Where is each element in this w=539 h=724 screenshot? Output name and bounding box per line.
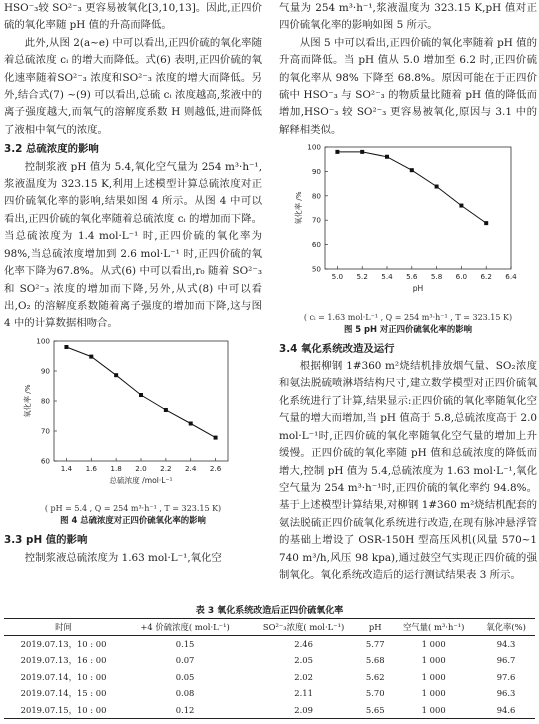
table-cell: 2.11 <box>294 688 313 699</box>
fig5-data-point <box>435 185 439 189</box>
table-header-ph: pH <box>360 619 390 636</box>
table-row <box>4 636 535 653</box>
table-row <box>4 652 535 668</box>
fig5-plot-frame <box>325 147 511 269</box>
fig4-x-tick-label: 1.6 <box>85 463 98 473</box>
fig5-y-axis-label: 氧化率 /% <box>294 191 303 225</box>
figure-4-caption: 图 4 总硫浓度对正四价硫氧化率的影响 <box>60 515 206 526</box>
fig5-data-point <box>484 221 488 225</box>
fig4-x-tick-label: 2.0 <box>135 463 147 473</box>
fig5-y-tick-label: 50 <box>311 264 321 274</box>
fig4-y-tick-label: 70 <box>40 426 50 436</box>
figure-5 <box>279 139 537 334</box>
table-row <box>4 685 535 701</box>
fig5-y-tick-label: 90 <box>311 167 321 177</box>
table-header-so3-conc: SO²⁻₃浓度( mol·L⁻¹) <box>247 619 360 636</box>
table-cell: 5.65 <box>360 702 390 719</box>
fig4-x-tick-label: 1.8 <box>110 463 122 473</box>
table-cell: 97.6 <box>496 671 516 682</box>
fig4-data-point <box>189 421 193 425</box>
fig5-x-tick-label: 6.0 <box>455 272 468 282</box>
table-cell: 0.12 <box>123 702 247 719</box>
fig4-x-axis-label: 总硫浓度 /mol·L⁻¹ <box>109 475 173 485</box>
table-cell: 5.77 <box>365 639 385 649</box>
paragraph-ph-analysis: 从图 5 中可以看出,正四价硫的氧化率随着 pH 值的升高而降低。当 pH 值从 5.0 增加至 6.2 时,正四价硫的氧化率从 98% 下降至 68.8%。原因可能在于正四价硫中 HSO⁻₃ 与 SO²⁻₃ 的物质量比随着 pH 值的降低而增加,HSO⁻₃ 较 SO²⁻₃ 更容易被氧化,原因与 3.1 中的解释相类似。 <box>279 36 537 136</box>
fig4-data-point <box>64 345 68 349</box>
paragraph-ph-conclusion: HSO⁻₃较 SO²⁻₃ 更容易被氧化[3,10,13]。因此,正四价硫的氧化率随 pH 值的升高而降低。 <box>4 2 262 32</box>
table-header-air: 空气量( m³·h⁻¹) <box>390 619 477 636</box>
table-cell: 0.15 <box>175 639 195 649</box>
left-column <box>4 0 262 567</box>
table-row <box>4 669 535 685</box>
figure-5-conditions: ( cᵢ = 1.63 mol·L⁻¹ , Q = 254 m³·h⁻¹ , T = 323.15 K) <box>303 312 513 322</box>
fig5-data-point <box>335 150 339 154</box>
table-3-title: 表 3 氧化系统改造后正四价硫氧化率 <box>195 606 344 616</box>
paragraph-section-3-4: 根据柳钢 1#360 m²烧结机排放烟气量、SO₂浓度和氨法脱硫喷淋塔结构尺寸,建立数学模型对正四价硫氧化系统进行了计算,结果显示:正四价硫的氧化率随氧化空气量的增大而增加,当 pH 值高于 5.8,总硫浓度高于 2.0 mol·L⁻¹时,正四价硫的氧化率随氧化空气量的增加上升缓慢。正四价硫的氧化率随 pH 值和总硫浓度的降低而增大,控制 pH 值为 5.4,总硫浓度为 1.63 mol·L⁻¹,氧化空气量为 254 m³·h⁻¹时,正四价硫的氧化率约 94.8%。基于上述模型计算结果,对柳钢 1#360 m²烧结机配套的氨法脱硫正四价硫氧化系统进行改造,在现有脉冲悬浮管的基础上增设了 OSR-150H 型高压风机(风量 570~1 740 m³/h,风压 98 kpa),通过鼓空气实现正四价硫的强制氧化。氧化系统改造后的运行测试结果表 3 所示。 <box>279 360 537 581</box>
table-cell: 5.62 <box>365 671 385 682</box>
right-column <box>279 0 537 584</box>
table-cell: 1 000 <box>421 671 446 682</box>
paragraph-section-3-2: 控制浆液 pH 值为 5.4,氧化空气量为 254 m³·h⁻¹,浆液温度为 323.15 K,利用上述模型计算总硫浓度对正四价硫氧化率的影响,结果如图 4 所示。从图 4 中可以看出,正四价硫的氧化率随着总硫浓度 cᵢ 的增加而下降。当总硫浓度为 1.4 mol·L⁻¹ 时,正四价硫的氧化率为98%,当总硫浓度增加到 2.6 mol·L⁻¹ 时,正四价硫的氧化率下降为67.8%。从式(6) 中可以看出,r₀ 随着 SO²⁻₃ 和 SO²⁻₃ 浓度的增加而下降,另外,从式(8) 中可以看出,O₂ 的溶解度系数随着离子强度的增加而下降,这与图 4 中的计算数据相吻合。 <box>4 160 262 330</box>
fig4-series-line <box>66 347 215 438</box>
table-3-grid <box>4 618 535 719</box>
figure-5-caption: 图 5 pH 对正四价硫氧化率的影响 <box>343 323 473 334</box>
figure-4 <box>4 333 262 526</box>
table-cell: 2.05 <box>294 655 313 666</box>
table-cell: 5.70 <box>365 688 385 699</box>
section-heading-3-3: 3.3 pH 值的影响 <box>4 534 88 547</box>
table-row <box>4 702 535 719</box>
fig4-y-axis-label: 氧化率 /% <box>23 384 32 418</box>
fig5-x-tick-label: 5.2 <box>356 272 368 282</box>
table-cell: 96.7 <box>496 655 516 666</box>
fig5-y-tick-label: 70 <box>311 215 321 225</box>
figure-4-chart <box>4 333 262 497</box>
table-cell: 2.46 <box>294 639 313 649</box>
fig5-x-tick-label: 5.6 <box>406 272 418 282</box>
table-cell: 96.3 <box>496 688 516 699</box>
fig5-data-point <box>459 204 463 208</box>
fig4-x-tick-label: 2.6 <box>209 463 222 473</box>
fig4-y-tick-label: 80 <box>40 396 50 406</box>
section-heading-3-2: 3.2 总硫浓度的影响 <box>4 143 99 156</box>
fig4-y-tick-label: 90 <box>40 366 50 376</box>
fig4-data-point <box>214 435 218 439</box>
table-cell: 0.07 <box>175 655 195 666</box>
fig5-data-point <box>410 168 414 172</box>
table-cell: 2019.07.14，15 : 00 <box>20 688 107 699</box>
fig4-x-tick-label: 2.2 <box>160 463 172 473</box>
paragraph-section-3-3-cont: 气量为 254 m³·h⁻¹,浆液温度为 323.15 K,pH 值对正四价硫氧化率的影响如图 5 所示。 <box>279 2 537 32</box>
table-cell: 2019.07.15，10 : 00 <box>4 702 123 719</box>
table-cell: 2019.07.13，16 : 00 <box>20 655 107 666</box>
fig5-x-tick-label: 5.8 <box>430 272 443 282</box>
figure-4-conditions: ( pH = 5.4 , Q = 254 m³·h⁻¹ , T = 323.15 K) <box>44 504 222 514</box>
fig4-data-point <box>114 373 118 377</box>
fig4-x-tick-label: 2.4 <box>184 463 197 473</box>
paragraph-section-3-3: 控制浆液总硫浓度为 1.63 mol·L⁻¹,氧化空 <box>24 551 222 564</box>
table-header-oxidation-rate: 氧化率(%) <box>477 619 535 636</box>
table-cell: 1 000 <box>421 688 446 699</box>
table-cell: 94.3 <box>496 639 516 649</box>
fig4-plot-frame <box>54 341 228 461</box>
table-header-s4-conc: +4 价硫浓度( mol·L⁻¹) <box>123 619 247 636</box>
fig5-x-tick-label: 6.2 <box>480 272 492 282</box>
table-cell: 2.02 <box>294 671 313 682</box>
table-cell: 1 000 <box>421 639 446 649</box>
fig5-y-tick-label: 60 <box>311 240 321 250</box>
fig5-y-tick-label: 100 <box>307 142 321 152</box>
table-cell: 2019.07.13，10 : 00 <box>20 639 107 649</box>
fig5-x-tick-label: 5.4 <box>381 272 393 282</box>
figure-5-chart <box>279 139 537 305</box>
fig4-data-point <box>139 393 143 397</box>
table-3 <box>0 604 539 719</box>
table-header-row <box>4 619 535 636</box>
fig4-y-tick-label: 60 <box>40 456 50 466</box>
paragraph-total-sulfur-analysis: 此外,从图 2(a~e) 中可以看出,正四价硫的氧化率随着总硫浓度 cᵢ 的增大而降低。式(6) 表明,正四价硫的氧化速率随着SO²⁻₃ 浓度和SO²⁻₃ 浓度的增大而降低。另外,结合式(7) ~(9) 可以看出,总硫 cᵢ 浓度越高,浆液中的离子强度越大,而氧气的溶解度系数 H 则越低,进而降低了液相中氧气的浓度。 <box>4 36 262 136</box>
fig5-x-tick-label: 5.0 <box>331 272 344 282</box>
fig5-x-tick-label: 6.4 <box>505 272 517 282</box>
fig4-y-tick-label: 100 <box>36 336 50 346</box>
section-heading-3-4: 3.4 氧化系统改造及运行 <box>279 342 395 355</box>
fig5-y-tick-label: 80 <box>311 191 321 201</box>
table-cell: 1 000 <box>421 655 446 666</box>
table-cell: 0.05 <box>175 671 195 682</box>
table-cell: 5.68 <box>365 655 385 666</box>
fig5-series-line <box>337 152 486 223</box>
table-cell: 1 000 <box>390 702 477 719</box>
fig4-data-point <box>164 408 168 412</box>
fig5-x-axis-label: pH <box>412 284 424 294</box>
fig4-data-point <box>89 354 93 358</box>
table-cell: 0.08 <box>175 688 195 699</box>
table-cell: 2.09 <box>247 702 360 719</box>
fig5-data-point <box>385 155 389 159</box>
fig5-data-point <box>360 150 364 154</box>
fig4-x-tick-label: 1.4 <box>60 463 73 473</box>
table-cell: 2019.07.14，10 : 00 <box>20 671 107 682</box>
table-header-time: 时间 <box>4 619 123 636</box>
table-cell: 94.6 <box>477 702 535 719</box>
